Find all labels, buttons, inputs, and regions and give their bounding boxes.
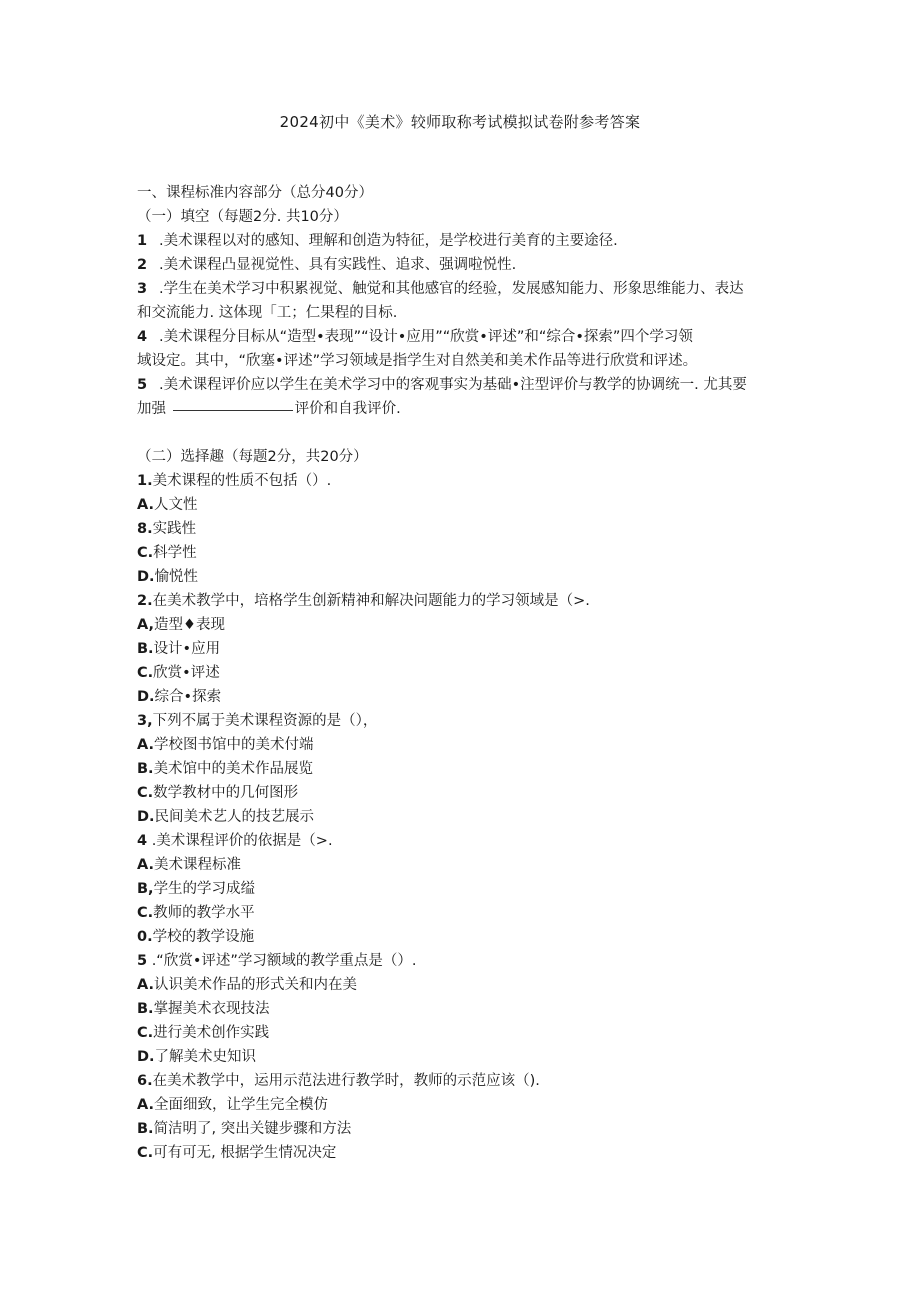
option-line xyxy=(137,493,787,517)
line-text: 造型♦表现 xyxy=(154,617,225,633)
line-lead: D. xyxy=(137,689,155,705)
option-line xyxy=(137,781,787,805)
line-text: 学生的学习成缢 xyxy=(153,881,256,897)
fill-item-continuation xyxy=(137,397,787,421)
item-number: 5 xyxy=(137,377,148,393)
item-text: 域设定。其中，“欣塞•评述”学习领域是指学生对自然美和美术作品等进行欣赏和评述。 xyxy=(137,353,698,369)
item-text: .美术课程以对的感知、理解和创造为特征，是学校进行美育的主要途径. xyxy=(159,233,618,249)
question-line xyxy=(137,469,787,493)
fill-item xyxy=(137,325,787,349)
item-text: .美术课程分目标从“造型•表现”“设计•应用”“欣赏•评述”和“综合•探索”四个学习领 xyxy=(159,329,693,345)
line-text: 实践性 xyxy=(152,521,197,537)
line-lead: C. xyxy=(137,545,154,561)
option-line xyxy=(137,757,787,781)
line-lead: A. xyxy=(137,497,154,513)
option-line xyxy=(137,661,787,685)
line-lead: A, xyxy=(137,617,154,633)
question-line xyxy=(137,709,787,733)
item-number: 4 xyxy=(137,329,148,345)
line-text: 了解美术史知识 xyxy=(154,1049,257,1065)
line-text: .“欣赏•评述”学习额域的教学重点是（）. xyxy=(147,953,417,969)
line-lead: A. xyxy=(137,857,154,873)
line-text: 美术课程标准 xyxy=(154,857,241,873)
line-text: 下列不属于美术课程资源的是（）， xyxy=(152,713,378,729)
line-text: 美术课程的性质不包括（）. xyxy=(152,473,332,489)
fill-item-continuation xyxy=(137,301,787,325)
line-text: 认识美术作品的形式关和内在美 xyxy=(154,977,357,993)
line-text: 学校的教学设施 xyxy=(152,929,255,945)
fill-item xyxy=(137,229,787,253)
fill-item-continuation xyxy=(137,349,787,373)
document-body xyxy=(137,181,787,1165)
document-title: 2024初中《美术》较师取称考试模拟试卷附参考答案 xyxy=(279,113,641,131)
question-line xyxy=(137,949,787,973)
option-line xyxy=(137,733,787,757)
question-line xyxy=(137,925,787,949)
line-text: 简洁明了, 突出关键步骤和方法 xyxy=(153,1121,352,1137)
line-text: 教师的教学水平 xyxy=(153,905,255,921)
option-line xyxy=(137,541,787,565)
line-lead: B. xyxy=(137,761,154,777)
fill-subheading: （一）填空（每题2分. 共10分） xyxy=(137,209,348,225)
line-text: .美术课程评价的依据是（>. xyxy=(147,833,333,849)
fill-item xyxy=(137,277,787,301)
line-lead: D. xyxy=(137,569,155,585)
option-line xyxy=(137,1021,787,1045)
line-text: 可有可无, 根据学生情况决定 xyxy=(153,1145,337,1161)
item-text: .学生在美术学习中积累视觉、触觉和其他感官的经验，发展感知能力、形象思维能力、表达 xyxy=(159,281,744,297)
line-lead: 5 xyxy=(137,953,148,969)
question-line xyxy=(137,517,787,541)
item-text: 加强 xyxy=(137,401,166,417)
question-line xyxy=(137,1069,787,1093)
option-line xyxy=(137,685,787,709)
line-text: 科学性 xyxy=(153,545,197,561)
line-text: 数学教材中的几何图形 xyxy=(153,785,299,801)
line-text: 愉悦性 xyxy=(154,569,199,585)
line-text: 欣赏•评述 xyxy=(153,665,220,681)
option-line xyxy=(137,853,787,877)
line-lead: C. xyxy=(137,905,154,921)
section-heading: 一、课程标准内容部分（总分40分） xyxy=(137,185,373,201)
line-text: 掌握美术衣现技法 xyxy=(153,1001,270,1017)
line-lead: A. xyxy=(137,737,154,753)
option-line xyxy=(137,901,787,925)
option-line xyxy=(137,613,787,637)
line-lead: 1. xyxy=(137,473,153,489)
option-line xyxy=(137,973,787,997)
option-line xyxy=(137,877,787,901)
item-text: 评价和自我评价. xyxy=(294,401,401,417)
item-text: 和交流能力. 这体现「工；仁果程的目标. xyxy=(137,305,398,321)
question-line xyxy=(137,829,787,853)
line-text: 全面细致，让学生完全模仿 xyxy=(154,1097,328,1113)
line-text: 设计•应用 xyxy=(153,641,221,657)
line-lead: D. xyxy=(137,1049,155,1065)
option-line xyxy=(137,1141,787,1165)
item-number: 3 xyxy=(137,281,148,297)
line-lead: C. xyxy=(137,665,154,681)
line-text: 在美术教学中，培格学生创新精神和解决问题能力的学习领域是（>. xyxy=(152,593,590,609)
line-lead: B, xyxy=(137,881,154,897)
item-number: 1 xyxy=(137,233,148,249)
line-lead: C. xyxy=(137,785,154,801)
line-text: 综合•探索 xyxy=(154,689,222,705)
answer-blank xyxy=(173,410,293,411)
item-text: .美术课程评价应以学生在美术学习中的客观事实为基础•注型评价与教学的协调统一. 尤其要 xyxy=(159,377,747,393)
line-lead: A. xyxy=(137,1097,154,1113)
line-lead: 6. xyxy=(137,1073,153,1089)
line-text: 民间美术艺人的技艺展示 xyxy=(154,809,315,825)
line-lead: C. xyxy=(137,1145,154,1161)
option-line xyxy=(137,1093,787,1117)
choice-list xyxy=(137,469,787,1165)
fill-blank-list xyxy=(137,229,787,421)
line-text: 进行美术创作实践 xyxy=(153,1025,270,1041)
option-line xyxy=(137,565,787,589)
option-line xyxy=(137,997,787,1021)
line-text: 美术馆中的美术作品展览 xyxy=(153,761,314,777)
choice-subheading: （二）选择趣（每题2分，共20分） xyxy=(137,449,368,465)
line-lead: A. xyxy=(137,977,154,993)
line-lead: C. xyxy=(137,1025,154,1041)
option-line xyxy=(137,637,787,661)
line-lead: B. xyxy=(137,1001,154,1017)
option-line xyxy=(137,1045,787,1069)
line-lead: 4 xyxy=(137,833,148,849)
line-lead: B. xyxy=(137,1121,154,1137)
line-lead: B. xyxy=(137,641,154,657)
line-text: 学校图书馆中的美术付端 xyxy=(154,737,314,753)
fill-item xyxy=(137,373,787,397)
item-number: 2 xyxy=(137,257,148,273)
option-line xyxy=(137,805,787,829)
question-line xyxy=(137,589,787,613)
line-lead: 0. xyxy=(137,929,153,945)
line-text: 人文性 xyxy=(154,497,198,513)
line-lead: 8. xyxy=(137,521,153,537)
spacer xyxy=(137,421,787,445)
line-lead: 2. xyxy=(137,593,153,609)
line-lead: D. xyxy=(137,809,155,825)
fill-item xyxy=(137,253,787,277)
option-line xyxy=(137,1117,787,1141)
item-text: .美术课程凸显视觉性、具有实践性、追求、强调啦悦性. xyxy=(159,257,517,273)
line-lead: 3, xyxy=(137,713,153,729)
line-text: 在美术教学中，运用示范法进行教学时，教师的示范应该（). xyxy=(152,1073,540,1089)
